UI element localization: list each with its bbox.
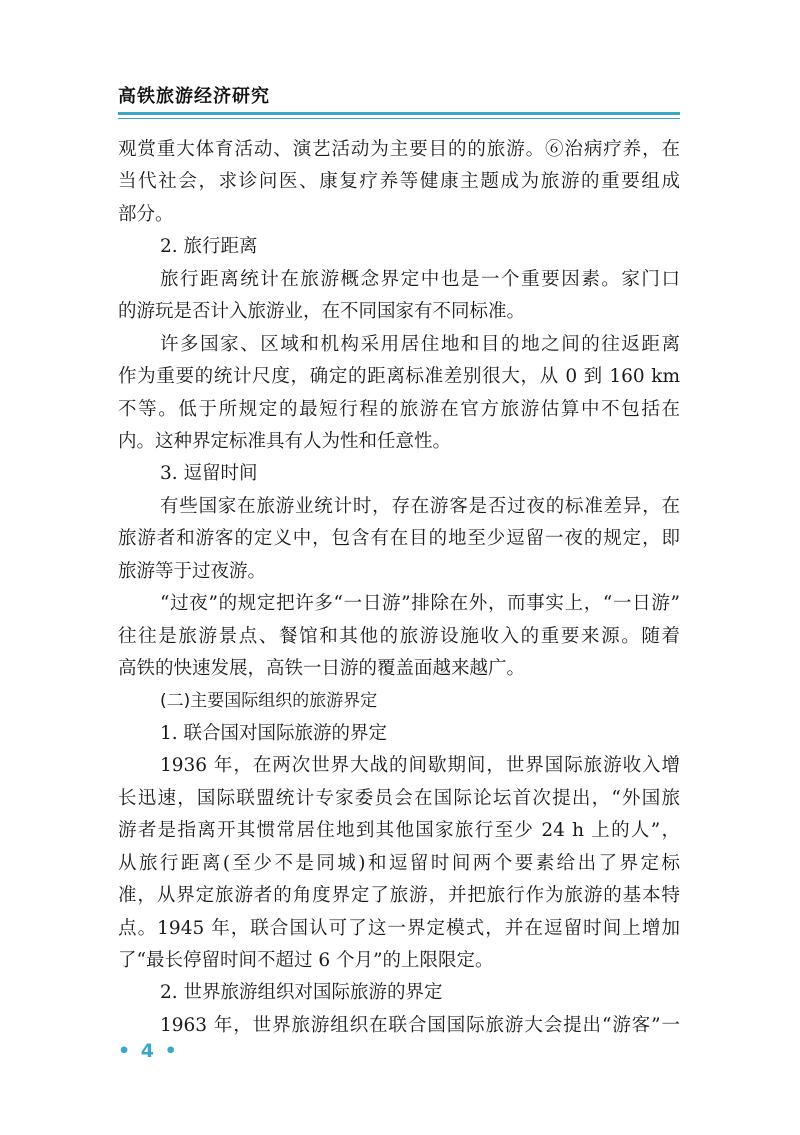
text-line: 高铁的快速发展，高铁一日游的覆盖面越来越广。: [118, 658, 526, 679]
text-line: 1963 年，世界旅游组织在联合国国际旅游大会提出“游客”一: [160, 1014, 680, 1036]
text-line: 部分。: [118, 203, 174, 225]
text-line: 长迅速，国际联盟统计专家委员会在国际论坛首次提出，“外国旅: [118, 787, 680, 809]
text-line: 准，从界定旅游者的角度界定了旅游，并把旅行作为旅游的基本特: [118, 885, 680, 907]
text-line: 往往是旅游景点、餐馆和其他的旅游设施收入的重要来源。随着: [118, 625, 680, 647]
section-heading: 2. 旅行距离: [160, 236, 258, 258]
text-line: 了“最长停留时间不超过 6 个月”的上限限定。: [118, 949, 494, 971]
section-heading: 2. 世界旅游组织对国际旅游的界定: [160, 982, 443, 1004]
text-line: 旅行距离统计在旅游概念界定中也是一个重要因素。家门口: [160, 268, 680, 290]
text-line: 内。这种界定标准具有人为性和任意性。: [118, 430, 452, 452]
text-line: 1936 年，在两次世界大战的间歇期间，世界国际旅游收入增: [160, 755, 680, 777]
running-header: 高铁旅游经济研究: [118, 86, 270, 107]
text-line: 不等。低于所规定的最短行程的旅游在官方旅游估算中不包括在: [118, 398, 680, 420]
text-line: 许多国家、区域和机构采用居住地和目的地之间的往返距离: [160, 333, 680, 355]
text-line: 作为重要的统计尺度，确定的距离标准差别很大，从 0 到 160 km: [118, 366, 680, 388]
header-rule-thick: [118, 112, 680, 115]
text-line: 旅游等于过夜游。: [118, 560, 267, 582]
text-line: 游者是指离开其惯常居住地到其他国家旅行至少 24 h 上的人”，: [118, 820, 680, 842]
section-heading: 3. 逗留时间: [160, 463, 258, 485]
text-line: 当代社会，求诊问医、康复疗养等健康主题成为旅游的重要组成: [118, 171, 680, 193]
text-line: 从旅行距离(至少不是同城)和逗留时间两个要素给出了界定标: [118, 852, 680, 874]
text-line: 点。1945 年，联合国认可了这一界定模式，并在逗留时间上增加: [118, 917, 680, 939]
text-line: 旅游者和游客的定义中，包含有在目的地至少逗留一夜的规定，即: [118, 528, 680, 550]
text-line: 的游玩是否计入旅游业，在不同国家有不同标准。: [118, 301, 526, 323]
section-heading: 1. 联合国对国际旅游的界定: [160, 722, 388, 744]
subsection-heading: (二)主要国际组织的旅游界定: [160, 691, 378, 712]
text-line: “过夜”的规定把许多“一日游”排除在外，而事实上，“一日游”: [160, 593, 680, 615]
page-number: • 4 •: [118, 1040, 179, 1062]
text-line: 有些国家在旅游业统计时，存在游客是否过夜的标准差异，在: [160, 495, 680, 517]
text-line: 观赏重大体育活动、演艺活动为主要目的的旅游。⑥治病疗养，在: [118, 139, 680, 160]
header-rule-thin: [118, 118, 680, 119]
page-body: [118, 134, 680, 1042]
